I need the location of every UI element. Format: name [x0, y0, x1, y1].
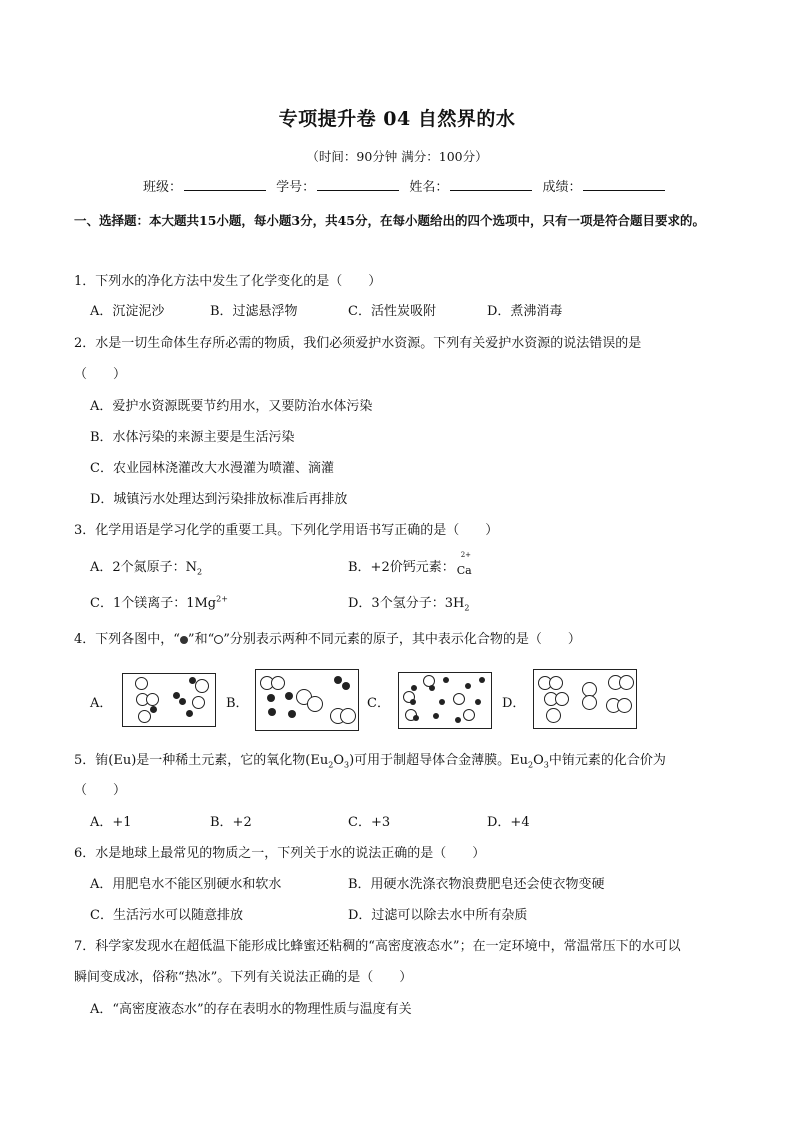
name-label: 姓名： [409, 180, 449, 195]
name-blank[interactable] [450, 178, 532, 191]
atom [342, 682, 350, 690]
q4-diagram-d [533, 669, 637, 729]
q7-stem: 7．科学家发现水在超低温下能形成比蜂蜜还粘稠的“高密度液态水”；在一定环境中，常温常压下的水可以 [74, 939, 681, 954]
q5-option-b: B．+2 [210, 815, 252, 830]
q2-option-b: B．水体污染的来源主要是生活污染 [90, 430, 295, 445]
section-heading: 一、选择题：本大题共15小题，每小题3分，共45分，在每小题给出的四个选项中，只有一项是符合题目要求的。 [74, 213, 705, 228]
q3-option-b: B．+2价钙元素： 2+ $_{Ca}$ [348, 551, 472, 577]
q2-option-d: D．城镇污水处理达到污染排放标准后再排放 [90, 492, 348, 507]
q1-option-a: A．沉淀泥沙 [90, 304, 165, 319]
atom [617, 698, 632, 713]
atom [433, 713, 439, 719]
q6-option-c: C．生活污水可以随意排放 [90, 908, 243, 923]
exam-time-score: （时间：90分钟 满分：100分） [306, 149, 488, 164]
q2-stem-bracket: （ ） [74, 367, 127, 382]
atom [334, 676, 342, 684]
atom [271, 676, 285, 690]
q4-diagram-b [255, 669, 359, 731]
atom [173, 692, 180, 699]
q6-option-b: B．用硬水洗涤衣物浪费肥皂还会使衣物变硬 [348, 877, 605, 892]
q7-option-a: A．“高密度液态水”的存在表明水的物理性质与温度有关 [90, 1002, 412, 1017]
q5-stem-bracket: （ ） [74, 783, 127, 798]
student-info-line [143, 176, 671, 195]
atom [410, 699, 416, 705]
atom [453, 693, 465, 705]
light-atom-icon [214, 635, 223, 644]
q6-stem: 6．水是地球上最常见的物质之一，下列关于水的说法正确的是（ ） [74, 846, 486, 861]
q4-label-d: D． [502, 696, 526, 711]
student-no-blank[interactable] [317, 178, 399, 191]
atom [429, 685, 435, 691]
atom [285, 692, 293, 700]
q1-option-d: D．煮沸消毒 [487, 304, 563, 319]
page-title: 专项提升卷 04 自然界的水 [278, 108, 516, 130]
q3-option-d: D．3个氢分子：$3H_2$ [348, 596, 470, 613]
q3-stem: 3．化学用语是学习化学的重要工具。下列化学用语书写正确的是（ ） [74, 523, 499, 538]
atom [549, 676, 563, 690]
q4-diagram-a [122, 673, 216, 727]
q1-option-c: C．活性炭吸附 [348, 304, 436, 319]
atom [465, 683, 471, 689]
q4-label-a: A． [90, 696, 113, 711]
q4-label-b: B． [226, 696, 249, 711]
atom [267, 694, 275, 702]
atom [455, 717, 461, 723]
atom [195, 679, 209, 693]
atom [186, 710, 193, 717]
class-blank[interactable] [184, 178, 266, 191]
q5-stem: 5．铕(Eu)是一种稀土元素，它的氧化物$(Eu_2O_3)$可用于制超导体合金薄膜。$Eu_2O_3$中铕元素的化合价为 [74, 753, 666, 770]
atom [555, 692, 569, 706]
atom [413, 715, 419, 721]
q4-stem: 4．下列各图中，“ ”和“ ”分别表示两种不同元素的原子，其中表示化合物的是（ ） [74, 632, 581, 647]
atom [475, 699, 481, 705]
score-blank[interactable] [583, 178, 665, 191]
atom [307, 696, 323, 712]
atom [463, 709, 475, 721]
atom [479, 677, 485, 683]
q1-option-b: B．过滤悬浮物 [210, 304, 298, 319]
atom [146, 693, 159, 706]
q5-option-d: D．+4 [487, 815, 530, 830]
atom [192, 696, 205, 709]
student-no-label: 学号： [276, 180, 316, 195]
dark-atom-icon [180, 636, 188, 644]
q5-option-a: A．+1 [90, 815, 132, 830]
atom [150, 706, 157, 713]
q4-label-c: C． [367, 696, 390, 711]
atom [546, 708, 561, 723]
atom [179, 698, 186, 705]
atom [138, 710, 151, 723]
atom [340, 708, 356, 724]
atom [268, 708, 276, 716]
q7-stem-line2: 瞬间变成冰，俗称“热冰”。下列有关说法正确的是（ ） [74, 970, 413, 985]
q6-option-d: D．过滤可以除去水中所有杂质 [348, 908, 528, 923]
q3-option-c: C．1个镁离子：$1Mg^{2+}$ [90, 594, 228, 611]
atom [619, 675, 634, 690]
q1-stem: 1．下列水的净化方法中发生了化学变化的是（ ） [74, 274, 382, 289]
atom [443, 677, 449, 683]
q3-option-a: A．2个氮原子：$N_2$ [90, 560, 203, 577]
q4-diagram-c [398, 672, 492, 729]
atom [439, 699, 445, 705]
atom [288, 710, 296, 718]
score-label: 成绩： [542, 180, 582, 195]
q5-option-c: C．+3 [348, 815, 391, 830]
q2-option-a: A．爱护水资源既要节约用水，又要防治水体污染 [90, 399, 373, 414]
q6-option-a: A．用肥皂水不能区别硬水和软水 [90, 877, 282, 892]
q2-stem: 2．水是一切生命体生存所必需的物质，我们必须爱护水资源。下列有关爱护水资源的说法错误的是 [74, 336, 642, 351]
class-label: 班级： [143, 180, 183, 195]
atom [411, 685, 417, 691]
atom [582, 695, 597, 710]
atom [135, 677, 148, 690]
q2-option-c: C．农业园林浇灌改大水漫灌为喷灌、滴灌 [90, 461, 334, 476]
